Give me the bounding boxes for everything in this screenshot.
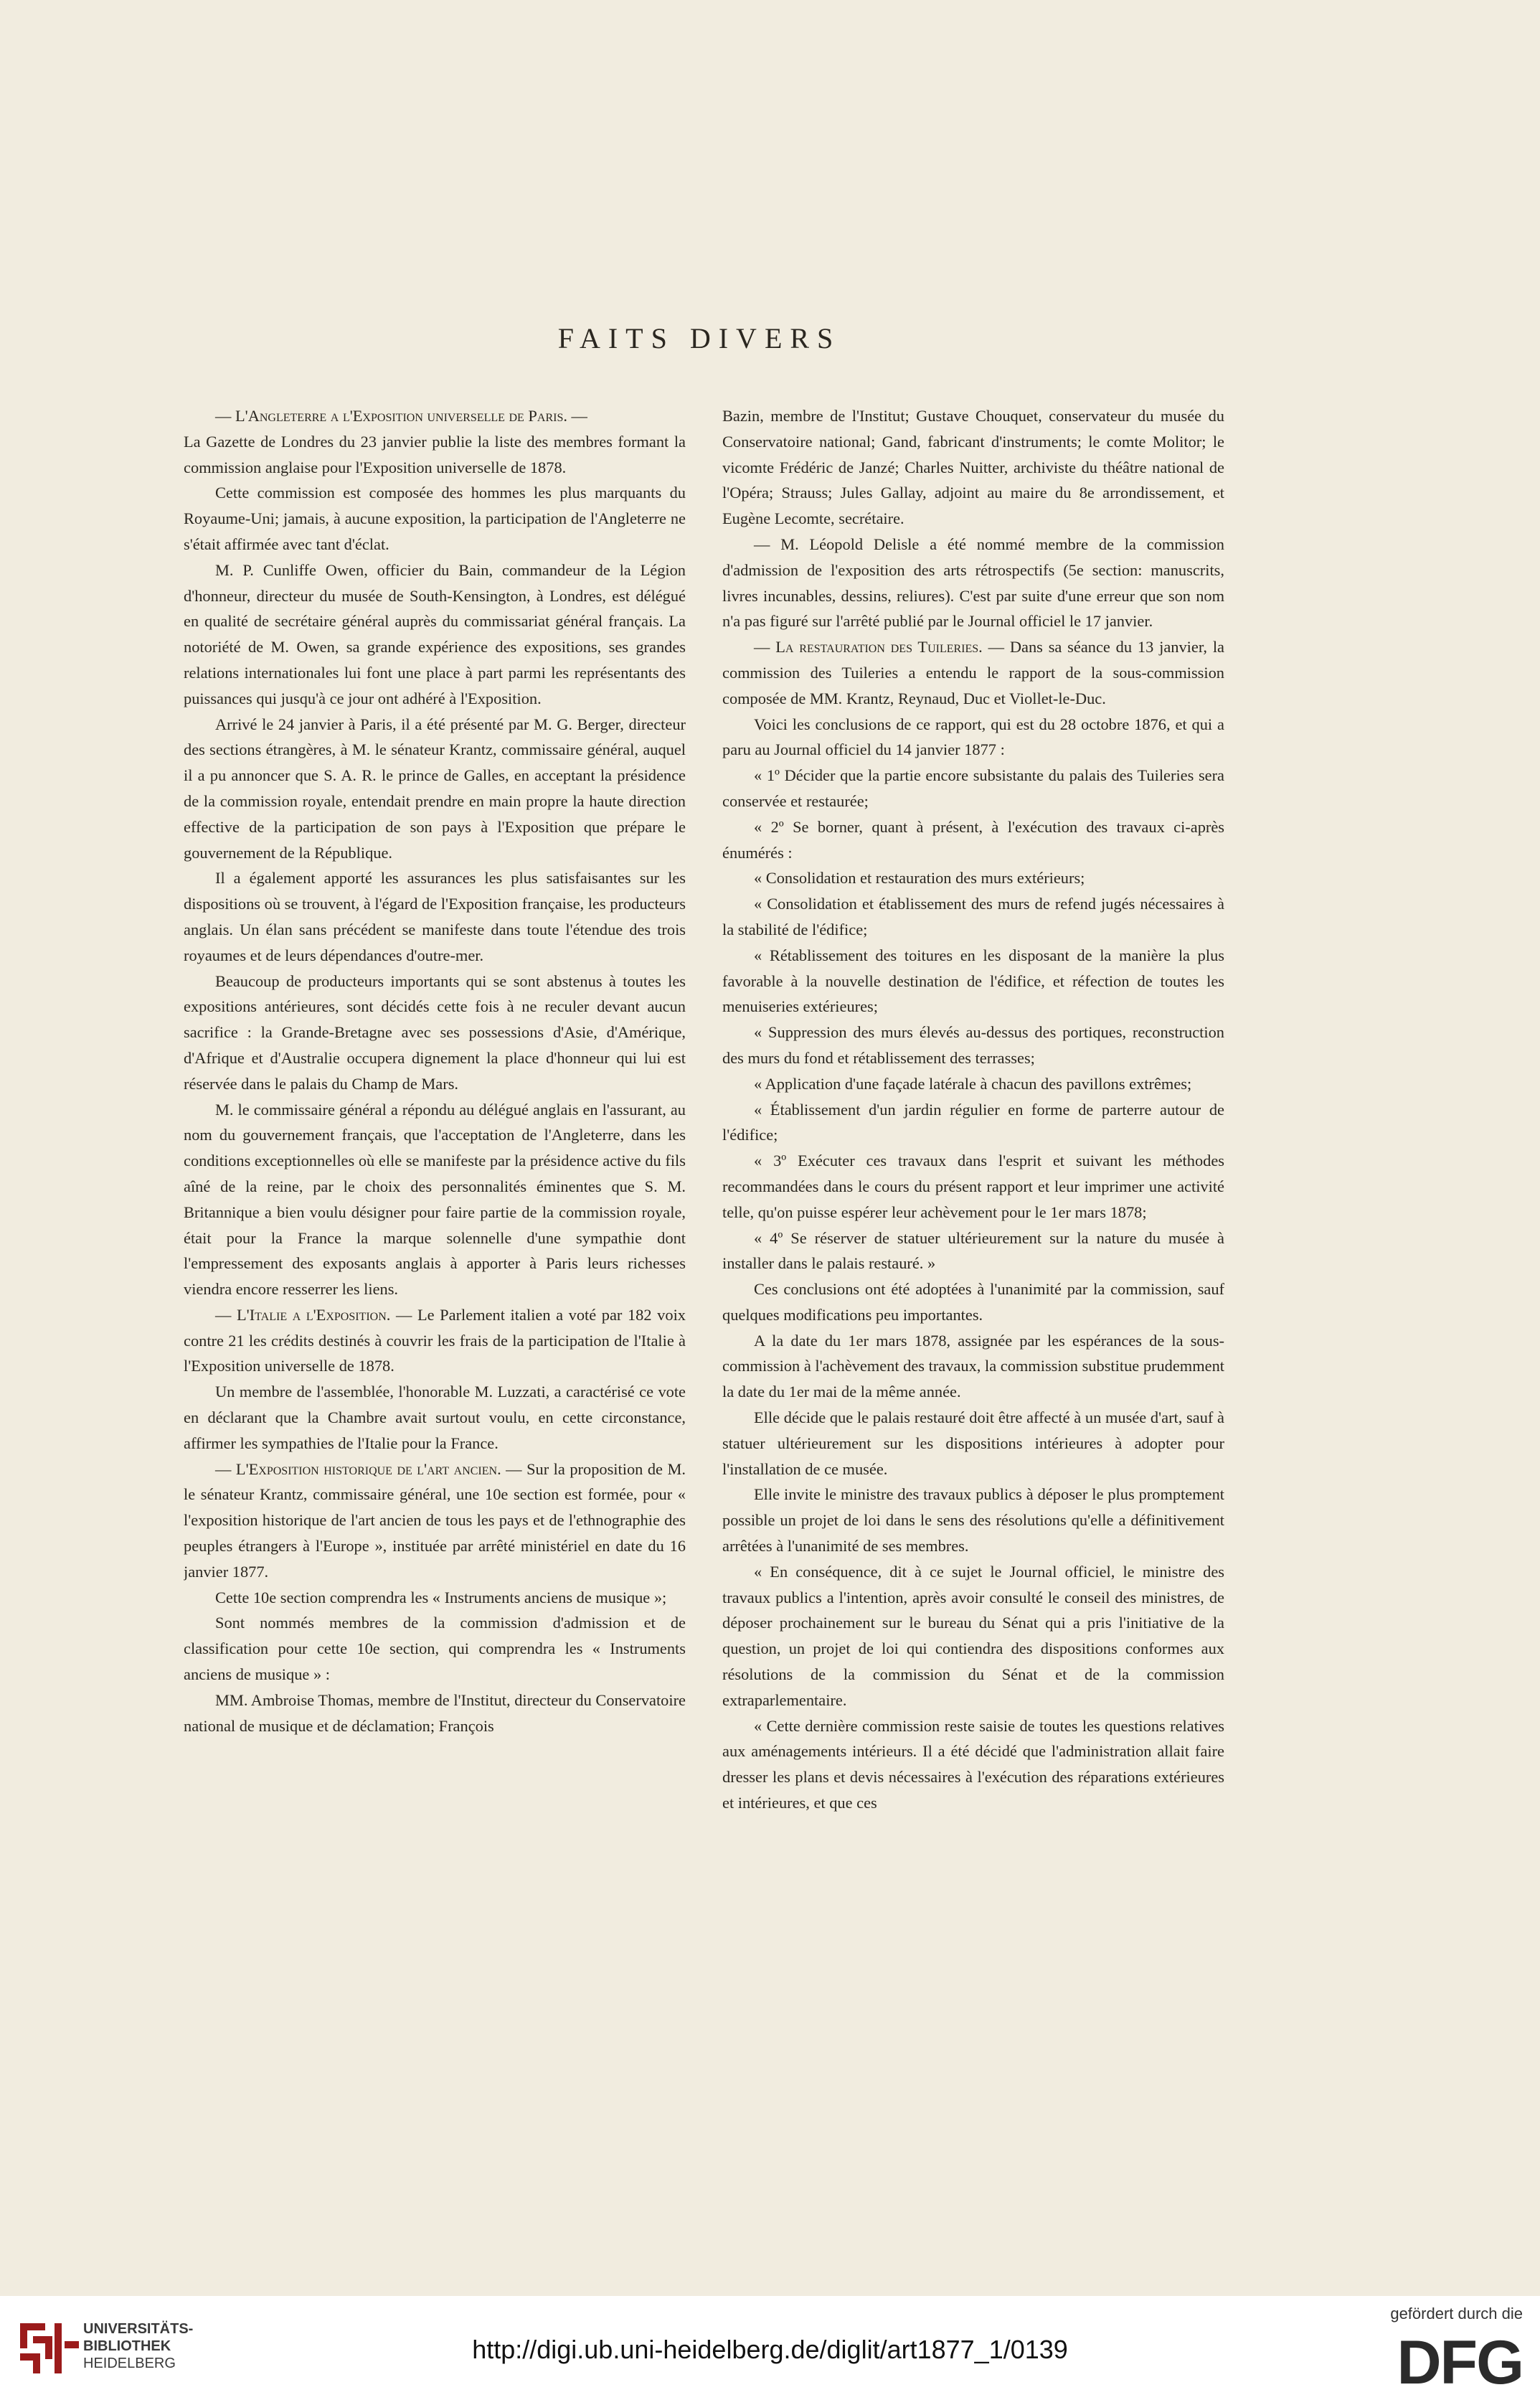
body-paragraph: — M. Léopold Delisle a été nommé membre de la commission d'admission de l'exposition des arts rétrospectifs (5e section: manuscrits, livres incunables, dessins, reliures). C'est par suite d'une erreur que son nom n'a pas figuré sur l'arrêté publié par le Journal officiel le 17 janvier. (722, 535, 1224, 631)
body-paragraph: Voici les conclusions de ce rapport, qui est du 28 octobre 1876, et qui a paru au Journal officiel du 14 janvier 1877 : (722, 715, 1224, 759)
section-heading: L'Angleterre a l'Exposition universelle de Paris. (235, 407, 567, 425)
body-paragraph: « Rétablissement des toitures en les disposant de la manière la plus favorable à la nouvelle destination de l'édifice, et réfection de toutes les menuiseries extérieures; (722, 946, 1224, 1016)
institution-line-1: UNIVERSITÄTS- (83, 2321, 194, 2337)
section-heading: La restauration des Tuileries. (775, 638, 983, 657)
right-column (722, 403, 1224, 1953)
heading-dash: — (754, 638, 776, 657)
body-paragraph: « Consolidation et restauration des murs extérieurs; (754, 869, 1085, 888)
body-paragraph: Cette 10e section comprendra les « Instruments anciens de musique »; (215, 1588, 667, 1606)
body-paragraph: « 4º Se réserver de statuer ultérieurement sur la nature du musée à installer dans le palais restauré. » (722, 1228, 1224, 1273)
body-paragraph: « Application d'une façade latérale à chacun des pavillons extrêmes; (754, 1074, 1192, 1093)
section-heading-paragraph (722, 634, 1224, 711)
body-paragraph: Elle invite le ministre des travaux publics à déposer le plus promptement possible un projet de loi dans le sens des résolutions qu'elle a définitivement arrêtées à l'unanimité de ses membres. (722, 1485, 1224, 1556)
page-title: FAITS DIVERS (557, 322, 841, 354)
body-paragraph: « 3º Exécuter ces travaux dans l'esprit et suivant les méthodes recommandées dans le cours du présent rapport et leur imprimer une activité telle, qu'on puisse espérer leur achèvement pour le 1er mars 1878; (722, 1152, 1224, 1221)
heading-dash: — (215, 407, 235, 425)
body-paragraph: MM. Ambroise Thomas, membre de l'Institut, directeur du Conservatoire national de musique et de déclamation; François (184, 1690, 686, 1735)
body-paragraph: Elle décide que le palais restauré doit être affecté à un musée d'art, sauf à statuer ultérieurement sur les dispositions intérieures à adopter pour l'installation de ce musée. (722, 1408, 1224, 1478)
left-column (184, 403, 686, 1953)
institution-line-3: HEIDELBERG (83, 2356, 176, 2371)
body-paragraph: « 1º Décider que la partie encore subsistante du palais des Tuileries sera conservée et restaurée; (722, 766, 1224, 810)
body-paragraph: A la date du 1er mars 1878, assignée par les espérances de la sous-commission à l'achèvement des travaux, la commission substitue prudemment la date du 1er mai de la même année. (722, 1331, 1224, 1401)
dfg-logo: DFG (1397, 2328, 1523, 2397)
body-paragraph: Il a également apporté les assurances les plus satisfaisantes sur les dispositions où se trouvent, à l'égard de l'Exposition française, les producteurs anglais. Un élan sans précédent se manifeste dans toute l'étendue des trois royaumes et de leurs dépendances d'outre-mer. (184, 869, 686, 964)
body-paragraph: Arrivé le 24 janvier à Paris, il a été présenté par M. G. Berger, directeur des sections étrangères, à M. le sénateur Krantz, commissaire général, auquel il a pu annoncer que S. A. R. le prince de Galles, en acceptant la présidence de la commission royale, entendait prendre en main propre la haute direction effective de la participation de son pays à l'Exposition que prépare le gouvernement de la République. (184, 715, 686, 862)
body-paragraph: « En conséquence, dit à ce sujet le Journal officiel, le ministre des travaux publics a l'intention, après avoir consulté le conseil des ministres, de déposer prochainement sur le bureau du Sénat qui a pris l'initiative de la question, un projet de loi qui contiendra des dispositions conformes aux résolutions de la commission du Sénat et de la commission extraparlementaire. (722, 1562, 1224, 1709)
body-paragraph: Un membre de l'assemblée, l'honorable M. Luzzati, a caractérisé ce vote en déclarant que la Chambre avait surtout voulu, en cette circonstance, affirmer les sympathies de l'Italie pour la France. (184, 1383, 686, 1452)
institution-line-2: BIBLIOTHEK (83, 2338, 171, 2354)
body-paragraph: « Consolidation et établissement des murs de refend jugés nécessaires à la stabilité de l'édifice; (722, 895, 1224, 938)
body-paragraph: La Gazette de Londres du 23 janvier publie la liste des membres formant la commission anglaise pour l'Exposition universelle de 1878. (184, 432, 686, 476)
section-lead-text: — (567, 407, 587, 425)
section-heading-paragraph (184, 403, 686, 429)
body-paragraph: « Cette dernière commission reste saisie de toutes les questions relatives aux aménagements intérieurs. Il a été décidé que l'administration allait faire dresser les plans et devis nécessaires à l'exécution des réparations extérieures et intérieures, et que ces (722, 1716, 1224, 1812)
body-paragraph: Cette commission est composée des hommes les plus marquants du Royaume-Uni; jamais, à aucune exposition, la participation de l'Angleterre ne s'était affirmée avec tant d'éclat. (184, 484, 686, 553)
body-paragraph: « Établissement d'un jardin régulier en forme de parterre autour de l'édifice; (722, 1100, 1224, 1144)
section-heading-paragraph (184, 1302, 686, 1379)
body-paragraph: M. P. Cunliffe Owen, officier du Bain, commandeur de la Légion d'honneur, directeur du musée de South-Kensington, à Londres, est délégué en qualité de secrétaire général auprès du commissariat général français. La notoriété de M. Owen, sa grande expérience des expositions, ses grandes relations internationales lui font une place à part parmi les représentants des puissances qui jusqu'à ce jour ont adhéré à l'Exposition. (184, 560, 686, 707)
section-heading-paragraph (184, 1457, 686, 1585)
body-paragraph: Ces conclusions ont été adoptées à l'unanimité par la commission, sauf quelques modifications peu importantes. (722, 1280, 1224, 1324)
heading-dash: — (215, 1459, 236, 1478)
body-paragraph: M. le commissaire général a répondu au délégué anglais en l'assurant, au nom du gouvernement français, que l'acceptation de l'Angleterre, dans les conditions exceptionnelles où elle se manifeste par la présidence active du fils aîné de la reine, par le choix des personnalités éminentes que S. M. Britannique a bien voulu désigner pour faire partie de la commission royale, était pour la France la marque solennelle d'une sympathie dont l'empressement des exposants anglais à apporter à Paris leurs richesses viendra encore resserrer les liens. (184, 1100, 686, 1299)
body-paragraph: Bazin, membre de l'Institut; Gustave Chouquet, conservateur du musée du Conservatoire national; Gand, fabricant d'instruments; le comte Molitor; le vicomte Frédéric de Janzé; Charles Nuitter, archiviste du théâtre national de l'Opéra; Strauss; Jules Gallay, adjoint au maire du 8e arrondissement, et Eugène Lecomte, secrétaire. (722, 407, 1224, 528)
section-lead-text: — Le Parlement italien a voté par 182 voix contre 21 les crédits destinés à couvrir les frais de la participation de l'Italie à l'Exposition universelle de 1878. (184, 1305, 686, 1375)
section-heading: L'Exposition historique de l'art ancien. (235, 1459, 501, 1478)
body-paragraph: « Suppression des murs élevés au-dessus des portiques, reconstruction des murs du fond et rétablissement des terrasses; (722, 1023, 1224, 1067)
sponsor-text: gefördert durch die (1390, 2305, 1523, 2323)
permalink-url[interactable]: http://digi.ub.uni-heidelberg.de/diglit/art1877_1/0139 (472, 2335, 1068, 2364)
section-lead-text: — Sur la proposition de M. le sénateur Krantz, commissaire général, une 10e section est formée, pour « l'exposition historique de l'art ancien de tous les pays et de l'ethnographie des peuples étrangers à l'Europe », instituée par arrêté ministériel en date du 16 janvier 1877. (184, 1459, 686, 1581)
body-paragraph: Beaucoup de producteurs importants qui se sont abstenus à toutes les expositions antérieures, sont décidés cette fois à ne reculer devant aucun sacrifice : la Grande-Bretagne avec ses possessions d'Asie, d'Amérique, d'Afrique et d'Australie occupera dignement la place d'honneur qui lui est réservée dans le palais du Champ de Mars. (184, 971, 686, 1093)
section-lead-text: — Dans sa séance du 13 janvier, la commission des Tuileries a entendu le rapport de la sous-commission composée de MM. Krantz, Reynaud, Duc et Viollet-le-Duc. (722, 638, 1224, 707)
heading-dash: — (215, 1305, 237, 1324)
body-paragraph: « 2º Se borner, quant à présent, à l'exécution des travaux ci-après énumérés : (722, 817, 1224, 862)
section-heading: L'Italie a l'Exposition. (237, 1305, 391, 1324)
body-paragraph: Sont nommés membres de la commission d'admission et de classification pour cette 10e section, qui comprendra les « Instruments anciens de musique » : (184, 1614, 686, 1684)
